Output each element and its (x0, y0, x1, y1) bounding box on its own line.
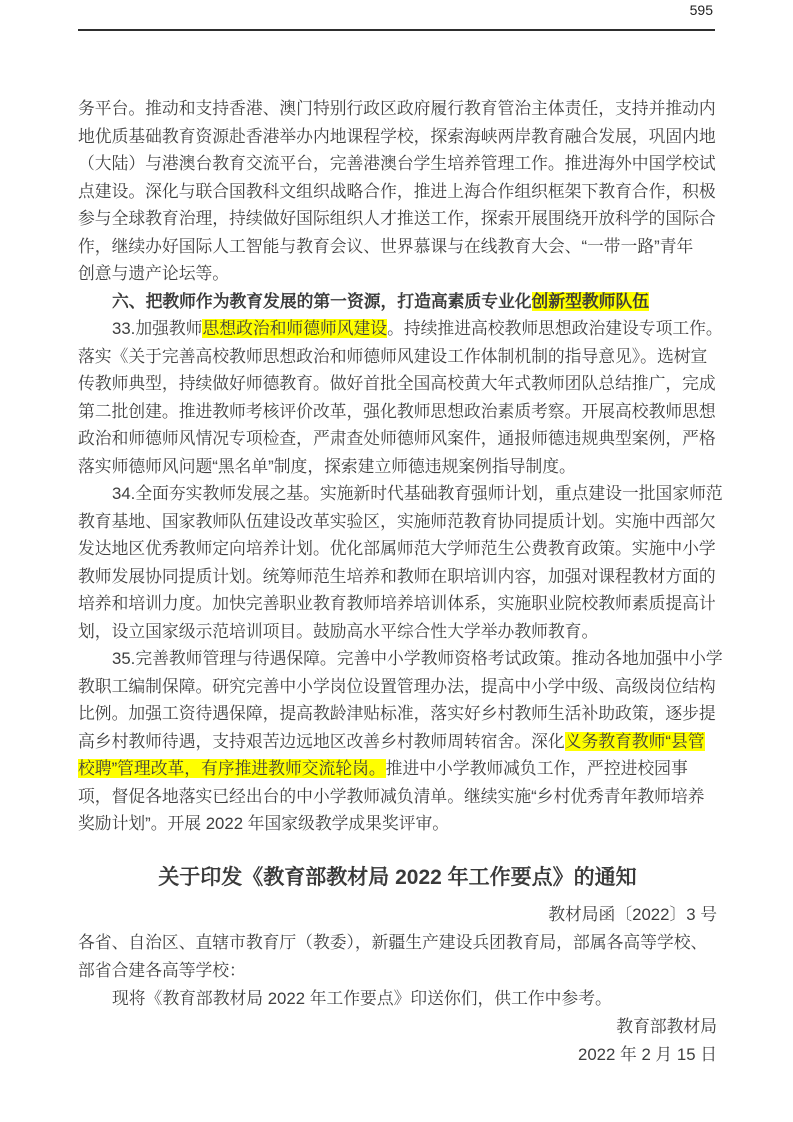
text-segment: 33.加强教师 (112, 319, 203, 338)
text-line (78, 205, 717, 233)
text-line (78, 673, 717, 701)
notice-recipients-line-1: 各省、自治区、直辖市教育厅（教委），新疆生产建设兵团教育局，部属各高等学校、 (78, 932, 708, 952)
text-segment: 参与全球教育治理，持续做好国际组织人才推送工作，探索开展围绕开放科学的国际合 (78, 209, 716, 228)
text-line (78, 370, 717, 398)
notice-date: 2022 年 2 月 15 日 (578, 1044, 717, 1064)
text-segment: 落实师德师风问题“黑名单”制度，探索建立师德违规案例指导制度。 (78, 456, 576, 476)
para-33-teacher-ethics (78, 315, 723, 480)
text-line (78, 700, 717, 728)
text-line (78, 590, 717, 618)
notice-signature: 教育部教材局 (616, 1016, 717, 1036)
text-segment: 发达地区优秀教师定向培养计划。优化部属师范大学师范生公费教育政策。实施中小学 (78, 539, 716, 558)
text-segment: 政治和师德师风情况专项检查，严肃查处师德师风案件，通报师德违规典型案例，严格 (78, 429, 716, 448)
highlighted-text: 义务教育教师“县管 (564, 731, 705, 751)
highlighted-text: 校聘”管理改革，有序推进教师交流轮岗。 (78, 759, 386, 778)
text-segment: 34.全面夯实教师发展之基。实施新时代基础教育强师计划，重点建设一批国家师范 (112, 484, 723, 503)
text-line (78, 480, 723, 508)
notice-section (78, 864, 717, 1069)
text-segment: 教职工编制保障。研究完善中小学岗位设置管理办法，提高中小学中级、高级岗位结构 (78, 676, 716, 696)
text-line (78, 95, 717, 123)
para-35-teacher-welfare (78, 645, 723, 838)
text-segment: 传教师典型，持续做好师德教育。做好首批全国高校黄大年式教师团队总结推广，完成 (78, 374, 716, 393)
text-segment: 。持续推进高校教师思想政治建设专项工作。 (387, 319, 723, 338)
page-number: 595 (689, 2, 713, 18)
text-line (78, 425, 717, 453)
text-segment: 教育基地、国家教师队伍建设改革实验区，实施师范教育协同提质计划。实施中西部欠 (78, 511, 716, 531)
text-segment: 培养和培训力度。加快完善职业教育教师培养培训体系，实施职业院校教师素质提高计 (78, 594, 716, 613)
text-line (78, 150, 717, 178)
text-line (78, 755, 717, 783)
text-segment: 推进中小学教师减负工作，严控进校园事 (385, 759, 688, 778)
text-segment: 务平台。推动和支持香港、澳门特别行政区政府履行教育管治主体责任，支持并推动内 (78, 99, 716, 118)
text-line (78, 260, 717, 288)
text-line (78, 315, 723, 343)
text-line (78, 288, 717, 316)
text-segment: 项，督促各地落实已经出台的中小学教师减负清单。继续实施“乡村优秀青年教师培养 (78, 786, 705, 806)
text-line (78, 563, 717, 591)
text-line (78, 618, 717, 646)
highlighted-text: 思想政治和师德师风建设 (202, 319, 388, 338)
text-segment: 比例。加强工资待遇保障，提高教龄津贴标准，落实好乡村教师生活补助政策，逐步提 (78, 704, 716, 723)
header-rule (78, 29, 715, 31)
text-line (78, 453, 717, 481)
text-segment: 划，设立国家级示范培训项目。鼓励高水平综合性大学举办教师教育。 (78, 621, 599, 641)
text-segment: 作，继续办好国际人工智能与教育会议、世界慕课与在线教育大会、“一带一路”青年 (78, 236, 694, 256)
text-line (78, 535, 717, 563)
text-segment: 地优质基础教育资源赴香港举办内地课程学校，探索海峡两岸教育融合发展，巩固内地 (78, 126, 716, 146)
notice-body: 现将《教育部教材局 2022 年工作要点》印送你们，供工作中参考。 (112, 988, 612, 1008)
text-segment: （大陆）与港澳台教育交流平台，完善港澳台学生培养管理工作。推进海外中国学校试 (78, 154, 716, 173)
text-segment: 六、把教师作为教育发展的第一资源，打造高素质专业化 (112, 291, 532, 311)
text-line (78, 398, 717, 426)
document-content (78, 95, 723, 1069)
text-line (78, 123, 717, 151)
text-line (78, 343, 717, 371)
text-segment: 35.完善教师管理与待遇保障。完善中小学教师资格考试政策。推动各地加强中小学 (112, 649, 723, 668)
notice-doc-number: 教材局函〔2022〕3 号 (548, 904, 717, 924)
para-international-cooperation (78, 95, 717, 288)
text-segment: 落实《关于完善高校教师思想政治和师德师风建设工作体制机制的指导意见》。选树宣 (78, 346, 708, 366)
text-segment: 创意与遗产论坛等。 (78, 264, 230, 283)
para-34-teacher-development (78, 480, 723, 645)
notice-recipients-line-2: 部省合建各高等学校： (78, 960, 246, 980)
text-segment: 教师发展协同提质计划。统筹师范生培养和教师在职培训内容，加强对课程教材方面的 (78, 566, 716, 586)
heading-section-six (78, 288, 717, 316)
highlighted-text: 创新型教师队伍 (531, 291, 650, 311)
body-paragraphs (78, 95, 723, 838)
text-line (78, 728, 717, 756)
notice-title: 关于印发《教育部教材局 2022 年工作要点》的通知 (158, 865, 637, 889)
text-line (78, 178, 717, 206)
text-line (78, 783, 717, 811)
text-segment: 奖励计划”。开展 2022 年国家级教学成果奖评审。 (78, 814, 450, 833)
text-line (78, 810, 717, 838)
text-segment: 高乡村教师待遇，支持艰苦边远地区改善乡村教师周转宿舍。深化 (78, 731, 565, 751)
text-segment: 点建设。深化与联合国教科文组织战略合作，推进上海合作组织框架下教育合作，积极 (78, 181, 716, 201)
text-segment: 第二批创建。推进教师考核评价改革，强化教师思想政治素质考察。开展高校教师思想 (78, 401, 716, 421)
text-line (78, 645, 723, 673)
text-line (78, 508, 717, 536)
text-line (78, 233, 717, 261)
